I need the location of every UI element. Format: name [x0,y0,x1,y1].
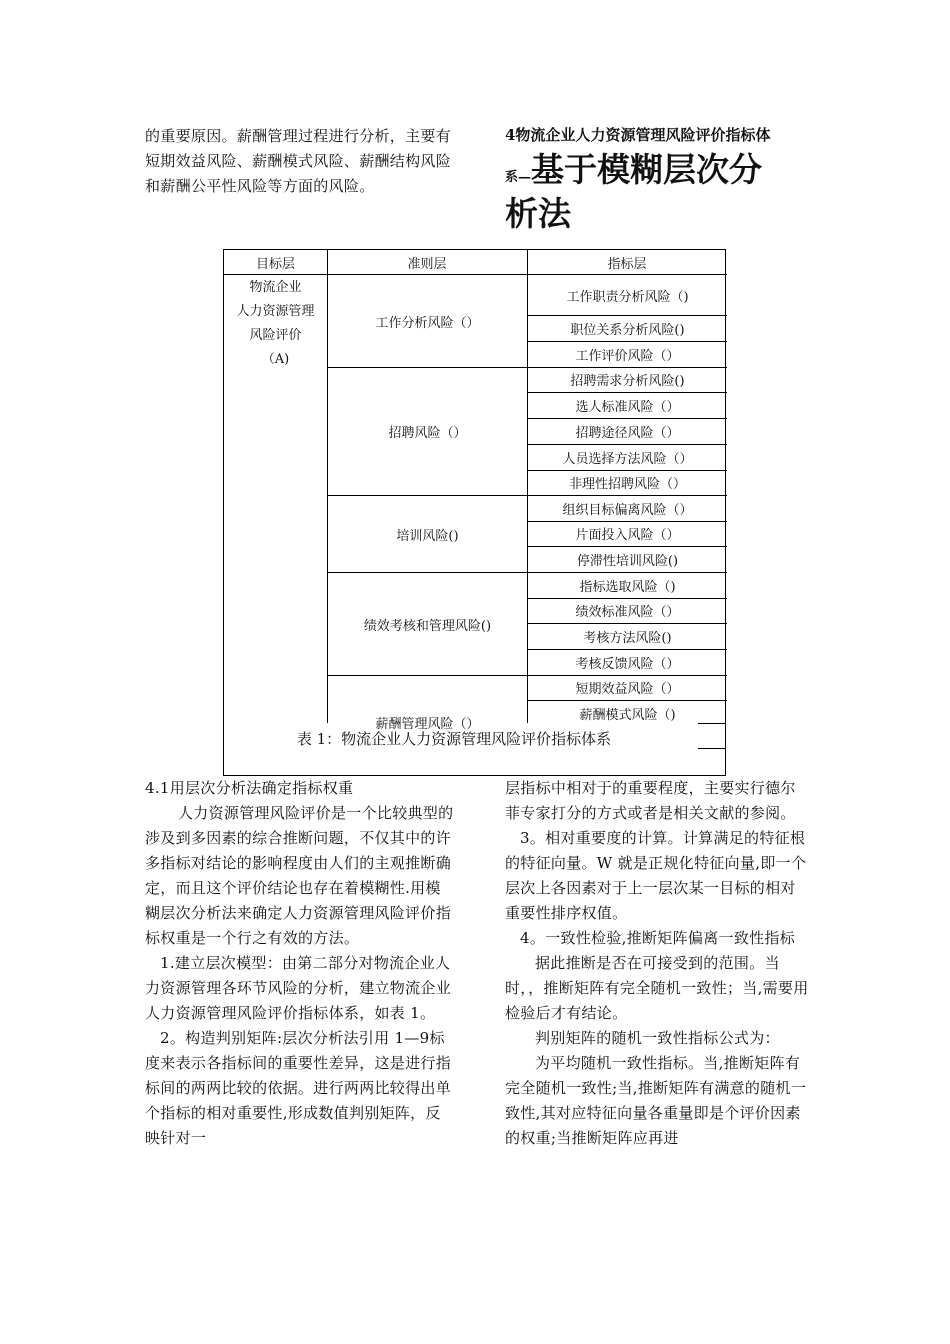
goal-line: （A) [261,352,290,367]
paragraph: 4。一致性检验,推断矩阵偏离一致性指标 [520,929,796,947]
indicator-cell: 选人标准风险（） [575,399,680,415]
heading-line1: 4物流企业人力资源管理风险评价指标体 [505,126,771,144]
divider [527,649,727,650]
criteria-cell: 招聘风险（） [388,426,467,441]
divider [527,675,727,676]
indicator-cell: 非理性招聘风险（） [568,477,686,492]
bottom-left-column [145,776,455,1151]
divider [527,315,727,316]
paragraph: 2。构造判别矩阵:层次分析法引用 1—9标度来表示各指标间的重要性差异，这是进行指标间的两两比较的依据。进行两两比较得出单个指标的相对重要性,形成数值判别矩阵，反映针对一 [145,1029,452,1147]
divider [527,598,727,599]
indicator-cell: 工作评价风险（） [575,348,680,364]
indicator-cell: 薪酬模式风险（) [579,707,676,723]
indicator-cell: 停滞性培训风险() [576,553,679,569]
criteria-cell: 培训风险() [396,528,459,544]
divider [527,341,727,342]
top-left-paragraph [145,124,455,199]
indicator-cell: 招聘途径风险（） [575,425,680,441]
criteria-cell: 绩效考核和管理风险() [363,618,492,634]
indicator-cell: 工作职责分析风险（) [566,290,689,305]
divider [527,367,727,368]
header-goal: 目标层 [224,250,327,275]
heading-line2-small: 系— [505,170,532,185]
divider [698,748,726,749]
bottom-right-column [505,776,810,1151]
divider [327,675,527,676]
paragraph: 3。相对重要度的计算。计算满足的特征根的特征向量。W 就是正规化特征向量,即一个层次上各因素对于上一层次某一目标的相对重要性排序权值。 [505,829,807,922]
divider [527,700,727,701]
header-criteria: 准则层 [327,250,527,275]
goal-line: 物流企业 [249,280,302,295]
paragraph: 据此推断是否在可接受到的范围。当时，，推断矩阵有完全随机一致性；当,需要用检验后才有结论。 [505,954,809,1022]
goal-line: 人力资源管理 [236,304,315,319]
indicator-cell: 绩效标准风险（） [575,605,680,620]
divider [527,470,727,471]
divider [527,392,727,393]
indicator-cell: 片面投入风险（） [575,528,680,543]
paragraph: 层指标中相对于的重要程度，主要实行德尔菲专家打分的方式或者是相关文献的参阅。 [505,779,796,822]
divider [527,546,727,547]
indicator-cell: 职位关系分析风险() [570,322,685,338]
criteria-cell: 工作分析风险（） [375,316,480,331]
paragraph-text: 的重要原因。薪酬管理过程进行分析，主要有短期效益风险、薪酬模式风险、薪酬结构风险和薪酬公平性风险等方面的风险。 [145,127,452,195]
indicator-cell: 人员选择方法风险（） [562,451,693,467]
risk-index-table [223,249,726,776]
indicator-cell: 招聘需求分析风险() [570,374,685,389]
table-caption: 表 1：物流企业人力资源管理风险评价指标体系 [296,730,612,748]
paragraph: 1.建立层次模型：由第二部分对物流企业人力资源管理各环节风险的分析，建立物流企业人力资源管理风险评价指标体系，如表 1。 [145,954,452,1022]
indicator-cell: 组织目标偏离风险（） [562,502,693,518]
paragraph: 判别矩阵的随机一致性指标公式为： [535,1029,780,1047]
indicator-cell: 短期效益风险（） [575,682,680,697]
section-heading [505,122,805,236]
divider [698,723,726,724]
paragraph: 人力资源管理风险评价是一个比较典型的涉及到多因素的综合推断问题，不仅其中的许多指标对结论的影响程度由人们的主观推断确定，而且这个评价结论也存在着模糊性.用模糊层次分析法来确定人力资源管理风险评价指标权重是一个行之有效的方法。 [145,804,454,947]
heading-line3-big: 析法 [505,194,571,233]
divider [527,418,727,419]
indicator-cell: 考核方法风险() [583,630,672,646]
criteria-cell: 薪酬管理风险（） [375,716,480,732]
divider [527,495,727,496]
divider [527,444,727,445]
divider [527,623,727,624]
goal-cell [224,276,327,376]
goal-line: 风险评价 [249,328,302,343]
indicator-cell: 指标选取风险（) [579,579,676,595]
divider [527,572,727,573]
table-body [224,250,727,732]
subsection-title: 4.1用层次分析法确定指标权重 [145,779,354,797]
indicator-cell: 考核反馈风险（） [575,656,680,672]
header-indicator: 指标层 [527,250,727,275]
paragraph: 为平均随机一致性指标。当,推断矩阵有完全随机一致性;当,推断矩阵有满意的随机一致性,其对应特征向量各重量即是个评价因素的权重;当推断矩阵应再进 [505,1054,807,1147]
divider [527,521,727,522]
heading-line2-big: 基于模糊层次分 [531,150,763,189]
